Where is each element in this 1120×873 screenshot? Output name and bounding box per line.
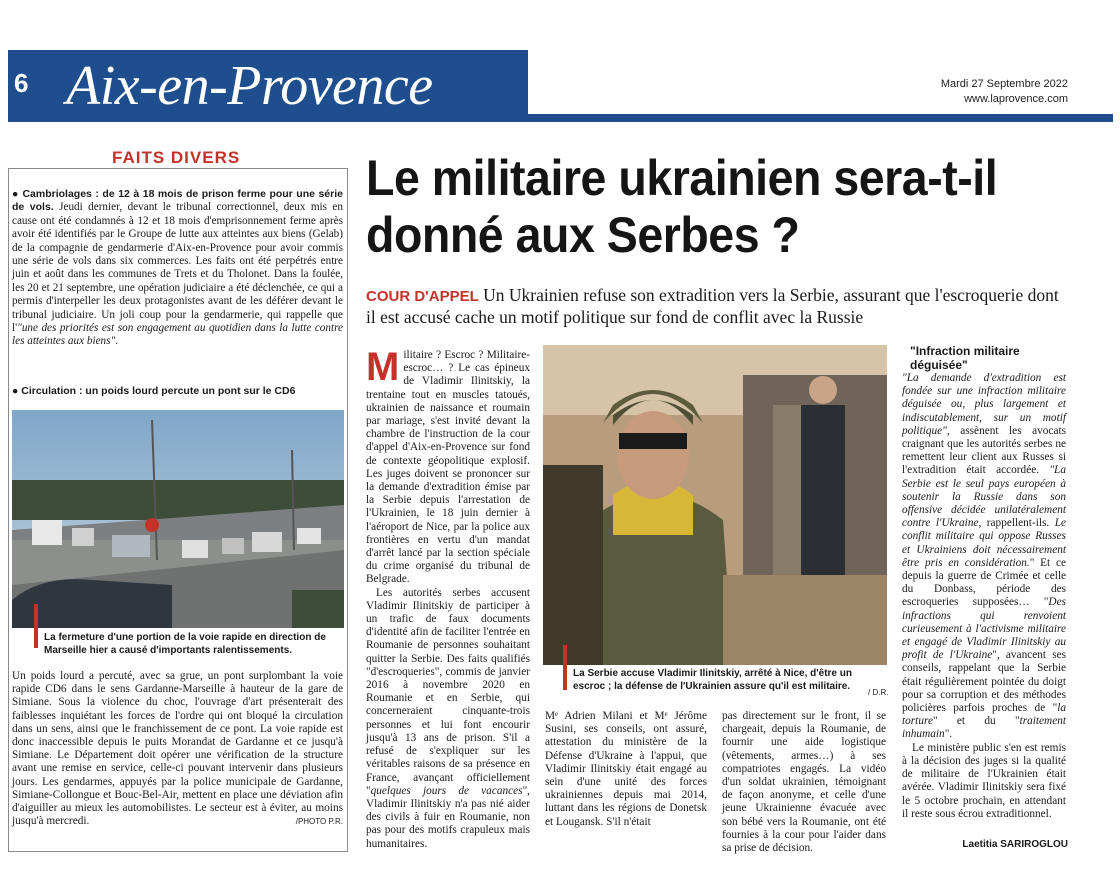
article-headline: Le militaire ukrainien sera-t-il donné aux Serbes ?	[366, 150, 998, 263]
brief-text: Jeudi dernier, devant le tribunal correctionnel, deux mis en cause ont été condamnés à 12 et 18 mois d'emprisonnement ferme après avoir été identifiés par le Groupe de lutte aux atteintes aux biens (Gelab) de la compagnie de gendarmerie d'Aix-en-Provence pour avoir commis une série de vols dans six commerces. Les faits ont été perpétrés entre juin et août dans les communes de Trets et du Tholonet. Dans la foulée, les 20 et 21 septembre, une opération judiciaire a été déclenchée, ce qui a permis d'interpeller les deux protagonistes avant de les déférer devant le tribunal judiciaire. Un joli coup pour la gendarmerie, qui rappelle que l'	[12, 201, 343, 335]
col1-para1: ilitaire ? Escroc ? Militaire-escroc… ? Le cas épineux de Vladimir Ilinitskiy, la trentaine tout en muscles tatoués, ukrainien de naissance et roumain par mariage, s'est invité devant la chambre de l'instruction de la cour d'appel d'Aix-en-Provence sur fond de contexte géopolitique explosif. Les juges doivent se prononcer sur la demande d'extradition émise par la Serbie depuis l'arrestation de l'Ukrainien, le 18 juin dernier à l'aéroport de Nice, par la police aux frontières en vertu d'un mandat d'arrêt lancé par la section spéciale du crime organisé du tribunal de Belgrade.	[366, 349, 530, 586]
article-subhead: "Infraction militaire déguisée"	[910, 344, 1020, 372]
circulation-body	[12, 670, 343, 828]
issue-date: Mardi 27 Septembre 2022	[940, 78, 1068, 90]
photo-credit-main: / D.R.	[868, 688, 889, 697]
photo-caption-main: La Serbie accuse Vladimir Ilinitskiy, arrêté à Nice, d'être un escroc ; la défense de l'Ukrainien assure qu'il est militaire.	[573, 668, 852, 692]
brief-circulation-lead: ● Circulation : un poids lourd percute un pont sur le CD6	[12, 385, 296, 397]
ukrainian-soldier-photo	[543, 345, 887, 665]
deck-text: Un Ukrainien refuse son extradition vers la Serbie, assurant que l'escroquerie dont il est accusé cache un motif politique sur fond de conflit avec la Russie	[366, 285, 1059, 327]
bridge-traffic-photo	[12, 410, 344, 628]
faits-divers-label: FAITS DIVERS	[108, 148, 244, 168]
drop-cap: M	[366, 345, 400, 389]
article-column-1	[366, 345, 530, 851]
col4-text-c: " Et ce depuis la guerre de Crimée et celle du Donbass, période des escroqueries supposées… "	[902, 556, 1067, 609]
col4-quote6: traitement inhumain	[902, 715, 1066, 741]
col4-text-e: " et du "	[932, 715, 1020, 728]
page-number: 6	[14, 68, 29, 98]
col4-quote4: Des infractions qui renvoient curieusement à l'activisme militaire et engagé de Vladimir Ilinitskiy au profit de l'Ukraine	[902, 596, 1066, 662]
brief-cambriolages	[12, 188, 343, 349]
col3-text: pas directement sur le front, il se chargeait, depuis la Roumanie, de fournir une aide logistique (vêtements, armes…) à ses compatriotes engagés. La vidéo d'un soldat ukrainien, témoignant de façon anonyme, et celle d'une jeune Ukrainienne évacuée avec son bébé vers la Roumanie, ont été fournies à la cour pour l'aider dans sa prise de décision.	[722, 710, 886, 855]
photo-caption-left: La fermeture d'une portion de la voie rapide en direction de Marseille hier a causé d'importants ralentissements.	[44, 632, 326, 656]
deck-kicker: COUR D'APPEL	[366, 288, 479, 305]
col2-text: Mᵉ Adrien Milani et Mᵉ Jérôme Susini, ses conseils, ont assuré, attestation du ministère de la Défense d'Ukraine à l'appui, que Vladimir Ilinitskiy était engagé au sein d'une unité des forces ukrainiennes depuis mai 2014, luttant dans les régions de Donetsk et Lougansk. S'il n'était	[545, 710, 707, 828]
col4-text-a: , assènent les avocats craignant que les autorités serbes ne remettent leur client aux Russes si l'extradition était accordée.	[902, 424, 1066, 477]
website-link[interactable]: www.laprovence.com	[964, 93, 1068, 105]
article-deck	[366, 285, 1066, 328]
col4-quote5: la torture	[902, 702, 1066, 728]
col4-quote2: "La Serbie est le seul pays européen à soutenir la Russie dans son offensive décidée unilatéralement contre l'Ukraine,	[902, 464, 1066, 530]
col1-quote: quelques jours de vacances	[370, 784, 523, 797]
brief-lead: ● Cambriolages : de 12 à 18 mois de prison ferme pour une série de vols.	[12, 188, 343, 214]
brief-quote: "une des priorités est son engagement au quotidien dans la lutte contre les atteintes aux biens"	[12, 322, 343, 348]
col4-quote3: Le conflit militaire qui oppose Russes et Ukrainiens doit nécessairement être pris en considération.	[902, 517, 1066, 569]
article-column-2	[545, 710, 707, 829]
article-column-4	[902, 372, 1066, 821]
circulation-text: Un poids lourd a percuté, avec sa grue, un pont surplombant la voie rapide CD6 dans le sens Gardanne-Marseille à hauteur de la gare de Simiane. Sous la violence du choc, l'ouvrage d'art présenterait des faiblesses inquiétant les forces de l'ordre qui ont bloqué la circulation dans un sens, ainsi que le franchissement de ce pont. La voie rapide est donc inaccessible depuis le puits Morandat de Gardanne et ce jusqu'à Simiane. Le Département doit opérer une vérification de la structure avant une remise en service, celle-ci pouvant intervenir dans plusieurs jours. Les gendarmes, appuyés par la police municipale de Gardanne, Simiane-Collongue et Bouc-Bel-Air, mettent en place une déviation afin d'aiguiller au mieux les automobilistes. Le secteur est à éviter, au moins jusqu'à mercredi.	[12, 670, 343, 828]
brief-end: .	[115, 335, 118, 348]
photo-credit-left: /PHOTO P.R.	[295, 817, 343, 827]
col4-text-b: rappellent-ils.	[981, 517, 1055, 530]
col4-final: Le ministère public s'en est remis à la décision des juges si la qualité de militaire de l'Ukrainien était avérée. Vladimir Ilinitskiy sera fixé le 5 octobre prochain, en attendant il reste sous écrou extraditionnel.	[902, 741, 1066, 820]
masthead-rule	[528, 114, 1113, 122]
author-byline: Laetitia SARIROGLOU	[962, 839, 1068, 850]
col1-para2-wrap	[366, 587, 530, 851]
col1-para2-end: ", Vladimir Ilinitskiy n'a pas nié aider des civils à fuir en Roumanie, non pas pour des motifs crapuleux mais humanitaires.	[366, 784, 530, 850]
col1-para2: Les autorités serbes accusent Vladimir Ilinitskiy de participer à un trafic de faux documents d'identité afin de faciliter l'entrée en Roumanie de personnes souhaitant quitter la Serbie. Des faits qualifiés "d'escroqueries", commis de janvier 2016 à novembre 2020 en Roumanie et en Serbie, qui concerneraient cinquante-trois personnes et lui font encourir jusqu'à 13 ans de prison. S'il a refusé de s'expliquer sur les véritables raisons de sa présence en France, avançant officiellement "	[366, 586, 530, 797]
article-column-3	[722, 710, 886, 855]
col4-text-f: ".	[944, 728, 953, 741]
col4-quote1: "La demande d'extradition est fondée sur une infraction militaire déguisée ou, plus largement et indiscutablement, sur un motif politique"	[902, 372, 1066, 437]
col4-text-d: ", avancent ses conseils, rappelant que la Serbie était régulièrement pointée du doigt pour sa corruption et des méthodes policières parfois proches de "	[902, 649, 1067, 715]
section-title: Aix-en-Provence	[66, 55, 433, 117]
